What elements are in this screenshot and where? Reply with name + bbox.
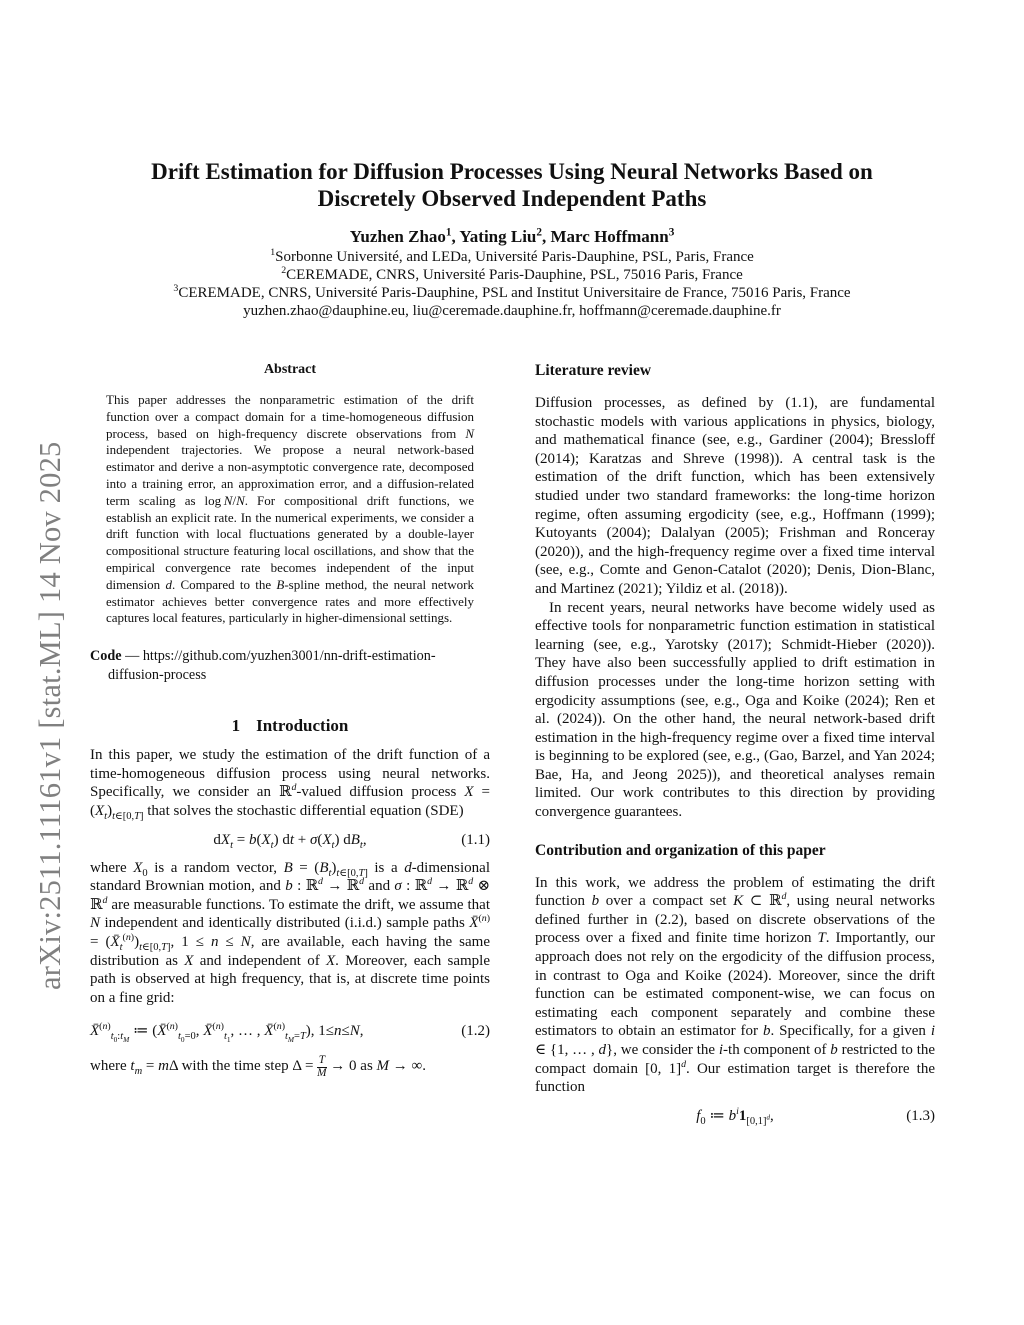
author-name: Marc Hoffmann bbox=[550, 227, 669, 246]
affiliation: $^2$CEREMADE, CNRS, Université Paris-Dauphine, PSL, 75016 Paris, France bbox=[281, 265, 743, 283]
literature-review-heading: Literature review bbox=[535, 362, 652, 379]
arxiv-stamp: arXiv:2511.11161v1 [stat.ML] 14 Nov 2025 bbox=[33, 441, 67, 990]
contribution-heading: Contribution and organization of this paper bbox=[535, 841, 826, 859]
equation-1-2: X̄$^{(n)}_{t_0:t_M}$ ≔ (X̄$^{(n)}_{t_0=0}$, X̄$^{(n)}_{t_1}$, … , X̄$^{(n)}_{t_M=T}$), 1≤n≤N, (1.2) bbox=[90, 1015, 490, 1047]
literature-paragraph-2: In recent years, neural networks have become widely used as effective tools for nonparametric function estimation in statistical learning (see, e.g., Yarotsky (2017); Schmidt-Hieber (2020)). They have also been successfully applied to drift estimation in diffusion processes under the long-time horizon setting with ergodicity assumptions (see, e.g., Oga and Koike (2024); Ren et al. (2024)). On the other hand, the neural network-based drift estimation in the high-frequency regime over a fixed time interval is beginning to be explored (see, e.g., (Gao, Barzel, and Yan 2024; Bae, Ha, and Jeong 2025)), and theoretical analyses remain limited. Our work contributes to this direction by providing convergence guarantees. bbox=[535, 599, 935, 821]
author-list: Yuzhen Zhao$^1$, Yating Liu$^2$, Marc Hoffmann$^3$ bbox=[349, 226, 675, 246]
abstract-heading: Abstract bbox=[263, 362, 317, 377]
equation-1-3: $f_0$ ≔ $b^i1_{[0,1]^d}$, (1.3) bbox=[696, 1105, 935, 1127]
title-block bbox=[90, 158, 934, 320]
right-column bbox=[535, 362, 935, 1135]
intro-paragraph-3: where $t_m = m\Delta$ with the time step Δ = $\frac{T}{M}$ → 0 as M → ∞. bbox=[90, 1054, 426, 1079]
abstract-text: This paper addresses the nonparametric estimation of the drift function over a compact domain for a time-homogeneous diffusion process, based on high-frequency discrete observations from N independent trajectories. We propose a neural network-based estimator and derive a non-asymptotic convergence rate, decomposed into a training error, an approximation error, and a diffusion-related term scaling as log N/N. For compositional drift functions, we establish an explicit rate. In the numerical experiments, we consider a drift function with local fluctuations generated by a double-layer compositional structure featuring local oscillations, and show that the empirical convergence rate becomes independent of the input dimension d. Compared to the B-spline method, the neural network estimator achieves better convergence rates and more effectively captures local features, particularly in higher-dimensional settings. bbox=[106, 392, 475, 626]
section-heading-introduction: 1 Introduction bbox=[231, 716, 349, 736]
paper-title: Drift Estimation for Diffusion Processes Using Neural Networks Based on Discretely Observed Independent Paths bbox=[151, 159, 873, 211]
equation-number: (1.1) bbox=[461, 831, 490, 848]
affiliation: $^1$Sorbonne Université, and LEDa, Université Paris-Dauphine, PSL, Paris, France bbox=[270, 247, 754, 265]
contribution-paragraph: In this work, we address the problem of estimating the drift function b over a compact set K ⊂ ℝ$^d$, using neural networks defined further in (2.2), based on discrete observations of the process over a fixed and finite time horizon T. Importantly, our approach does not rely on the ergodicity of the diffusion process, in contrast to Oga and Koike (2024). Moreover, since the drift function can be estimated component-wise, we can focus on estimating each component separately and combine these estimators to obtain an estimator for b. Specifically, for a given i ∈ {1, … , d}, we consider the i-th component of b restricted to the compact domain [0, 1]$^d$. Our estimation target is therefore the function bbox=[535, 874, 936, 1096]
literature-paragraph-1: Diffusion processes, as defined by (1.1), are fundamental stochastic models with various applications in physics, biology, and mathematical finance (see, e.g., Gardiner (2004); Bressloff (2014); Karatzas and Shreve (1998)). A central task is the estimation of the drift function, which has been extensively studied under two standard frameworks: the long-time horizon regime, often assuming ergodicity (see, e.g., Hoffmann (1999); Kutoyants (2004); Dalalyan (2005); Frishman and Ronceray (2020)), and the high-frequency regime over a fixed time interval (see, e.g., Comte and Genon-Catalot (2020); Denis, Dion-Blanc, and Martinez (2021); Yildiz et al. (2018)). bbox=[535, 395, 935, 597]
left-column bbox=[90, 362, 490, 1079]
code-link-line: Code — https://github.com/yuzhen3001/nn-drift-estimation-diffusion-process bbox=[90, 648, 436, 683]
equation-number: (1.2) bbox=[461, 1023, 490, 1040]
intro-paragraph-2: where $X_0$ is a random vector, $B = (B_t)_{t\in[0,T]}$ is a d-dimensional standard Brownian motion, and b : ℝ$^d$ → ℝ$^d$ and σ : ℝ$^d$ → ℝ$^d$ ⊗ ℝ$^d$ are measurable functions. To estimate the drift, we assume that N independent and identically distributed (i.i.d.) sample paths X̄$^{(n)}$ = $(X̄_t^{(n)})_{t\in[0,T]}$, 1 ≤ n ≤ N, are available, each having the same distribution as X and independent of X. Moreover, each sample path is observed at high frequency, that is, at discrete time points on a fine grid: bbox=[90, 859, 491, 1006]
code-repository-link[interactable]: https://github.com/yuzhen3001/nn-drift-estimation-diffusion-process bbox=[108, 648, 436, 683]
equation-1-1: $dX_t = b(X_t)$ dt + $\sigma(X_t)$ $dB_t$, (1.1) bbox=[90, 829, 490, 851]
intro-paragraph-1: In this paper, we study the estimation of the drift function of a time-homogeneous diffusion process using neural networks. Specifically, we consider an ℝ$^d$-valued diffusion process $X = (X_t)_{t\in[0,T]}$ that solves the stochastic differential equation (SDE) bbox=[90, 747, 491, 822]
affiliation: $^3$CEREMADE, CNRS, Université Paris-Dauphine, PSL and Institut Universitaire de France, 75016 Paris, France bbox=[173, 283, 851, 301]
author-name: Yuzhen Zhao bbox=[349, 227, 446, 246]
author-name: Yating Liu bbox=[459, 227, 537, 246]
author-emails: yuzhen.zhao@dauphine.eu, liu@ceremade.dauphine.fr, hoffmann@ceremade.dauphine.fr bbox=[243, 303, 781, 319]
equation-number: (1.3) bbox=[906, 1107, 935, 1124]
